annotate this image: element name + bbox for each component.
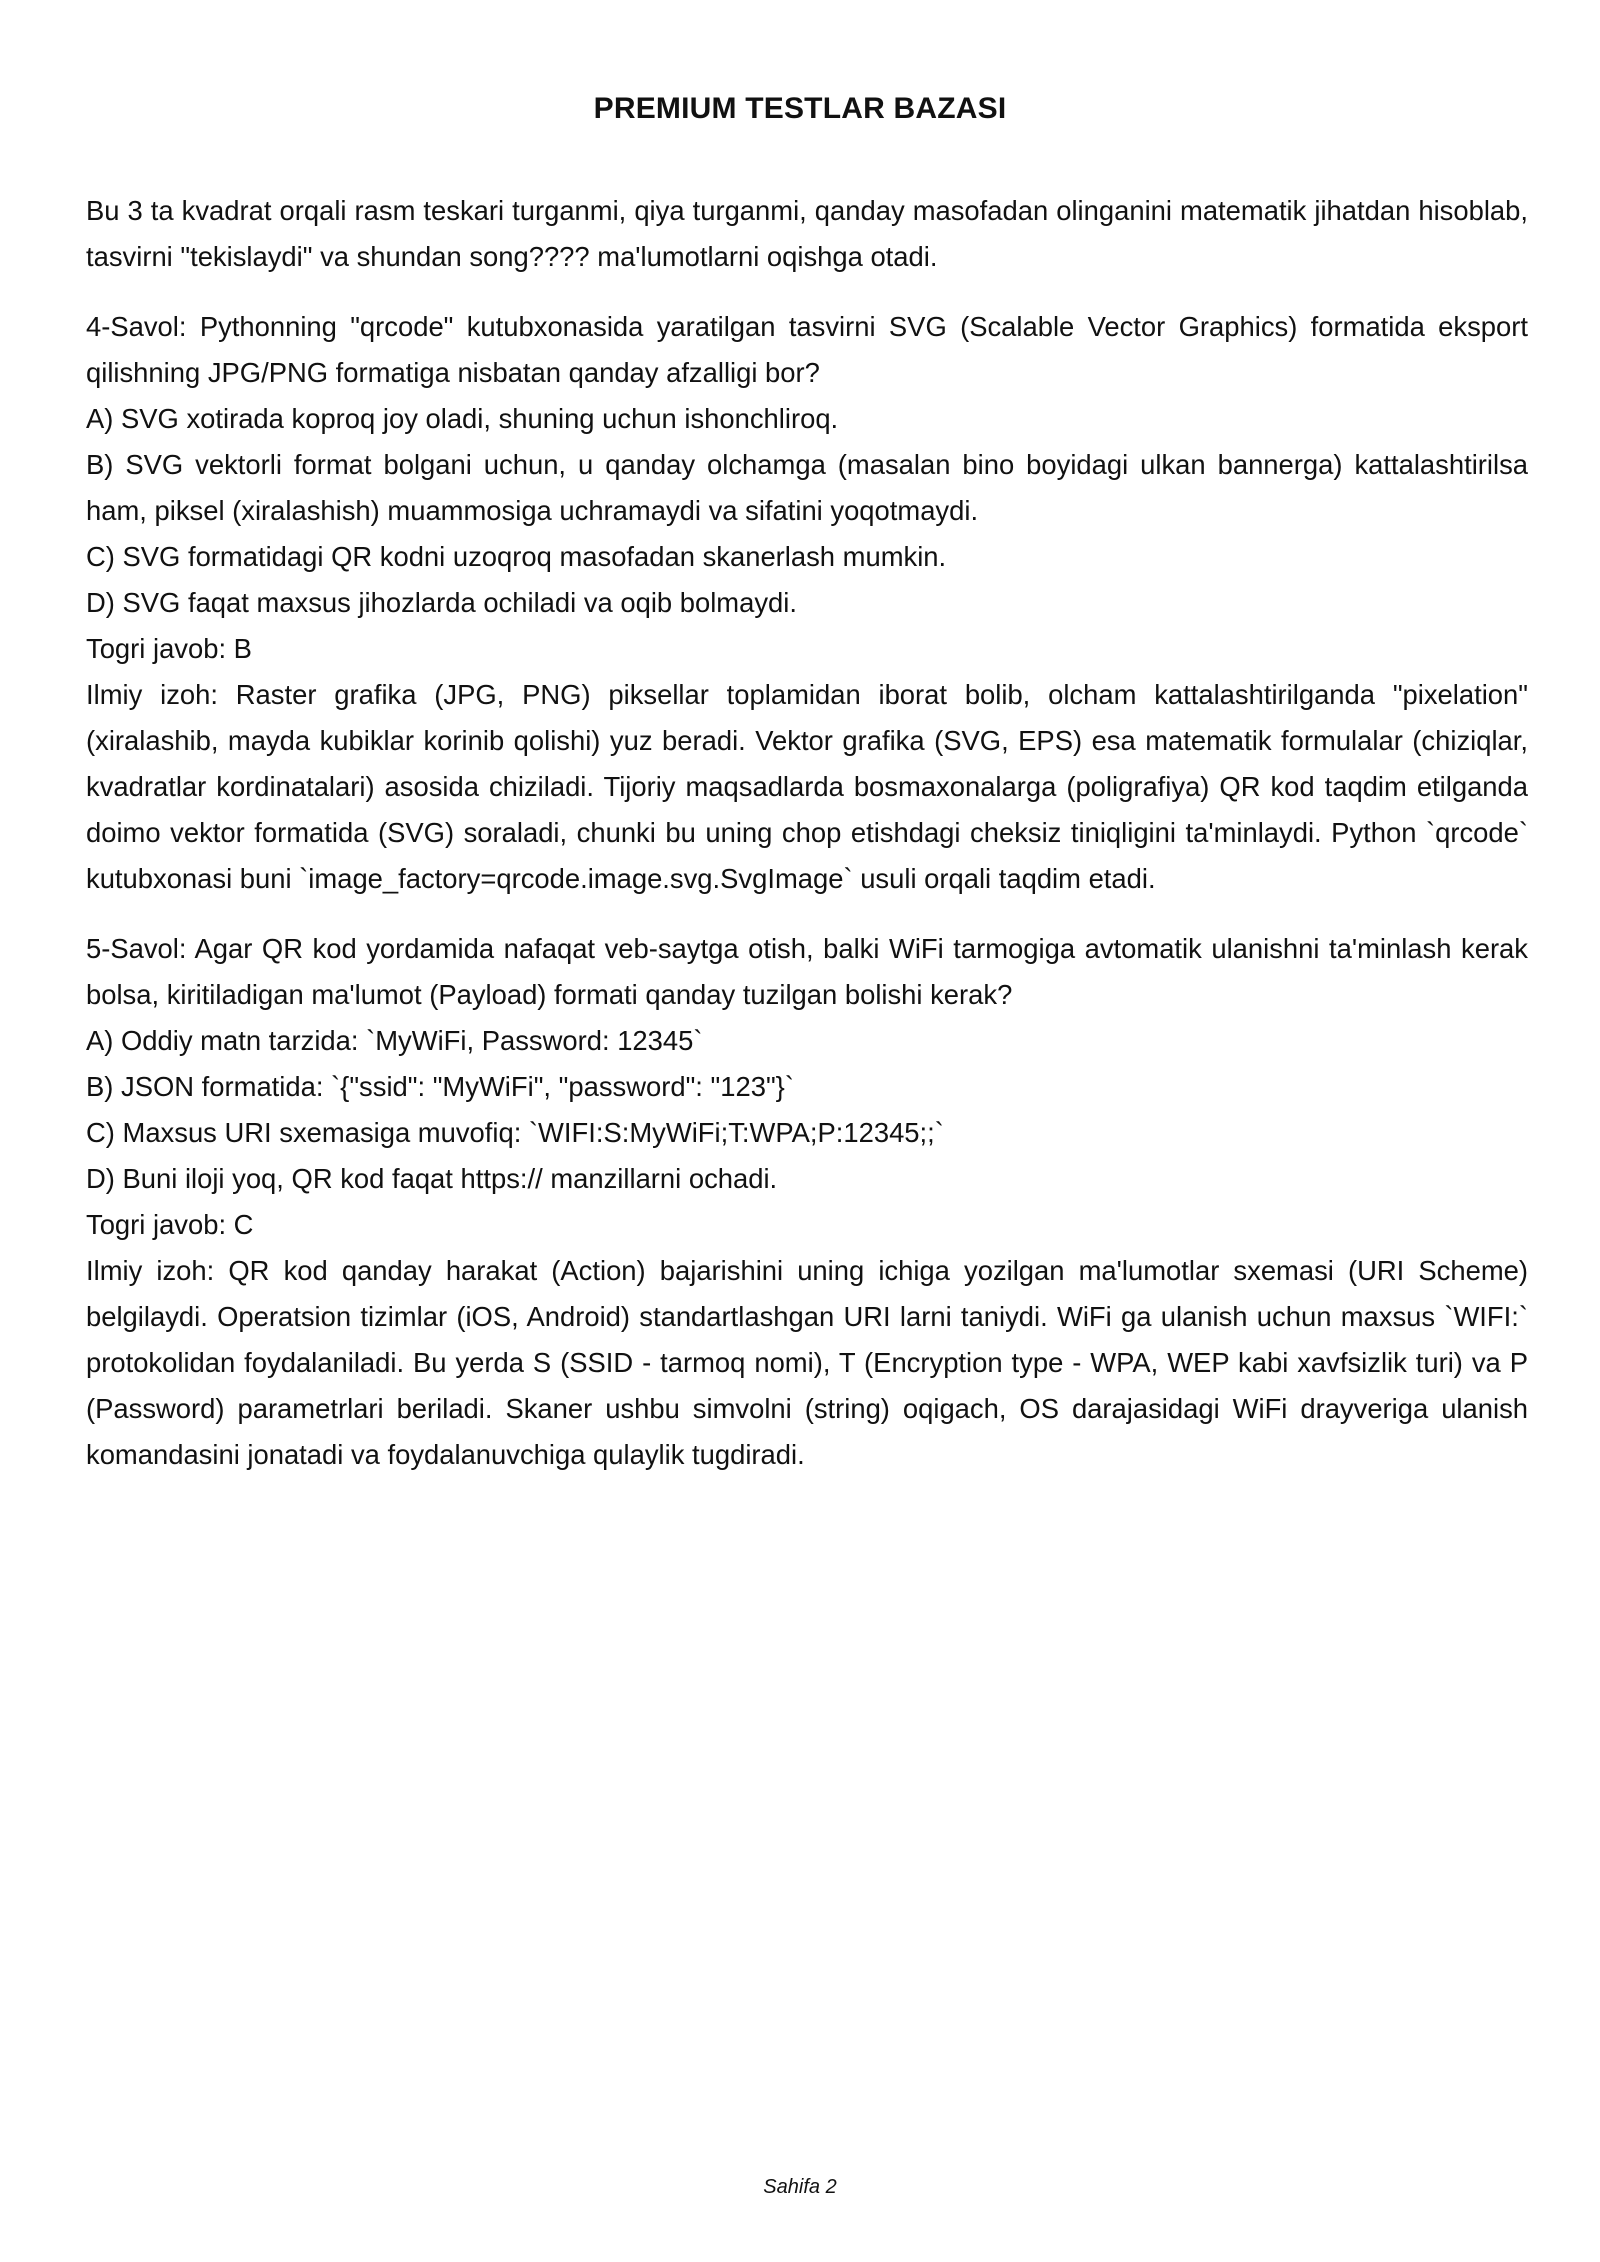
option-c: C) SVG formatidagi QR kodni uzoqroq masofadan skanerlash mumkin. bbox=[86, 541, 947, 572]
question-block-4 bbox=[86, 304, 1528, 902]
document-body bbox=[86, 188, 1528, 1502]
page-title: PREMIUM TESTLAR BAZASI bbox=[593, 92, 1007, 125]
option-a: A) SVG xotirada koproq joy oladi, shuning uchun ishonchliroq. bbox=[86, 403, 839, 434]
intro-paragraph: Bu 3 ta kvadrat orqali rasm teskari turganmi, qiya turganmi, qanday masofadan olinganini matematik jihatdan hisoblab, tasvirni "tekislaydi" va shundan song???? ma'lumotlarni oqishga otadi. bbox=[86, 195, 1528, 272]
question-text: 4-Savol: Pythonning "qrcode" kutubxonasida yaratilgan tasvirni SVG (Scalable Vector Graphics) formatida eksport qilishning JPG/PNG formatiga nisbatan qanday afzalligi bor? bbox=[86, 311, 1528, 388]
option-a: A) Oddiy matn tarzida: `MyWiFi, Password: 12345` bbox=[86, 1025, 703, 1056]
option-b: B) SVG vektorli format bolgani uchun, u qanday olchamga (masalan bino boyidagi ulkan bannerga) kattalashtirilsa ham, piksel (xiralashish) muammosiga uchramaydi va sifatini yoqotmaydi. bbox=[86, 449, 1528, 526]
correct-answer: Togri javob: B bbox=[86, 633, 252, 664]
option-d: D) SVG faqat maxsus jihozlarda ochiladi va oqib bolmaydi. bbox=[86, 587, 797, 618]
page-footer: Sahifa 2 bbox=[763, 2176, 837, 2198]
question-text: 5-Savol: Agar QR kod yordamida nafaqat veb-saytga otish, balki WiFi tarmogiga avtomatik ulanishni ta'minlash kerak bolsa, kiritiladigan ma'lumot (Payload) formati qanday tuzilgan bolishi kerak? bbox=[86, 933, 1528, 1010]
question-block-5 bbox=[86, 926, 1528, 1478]
option-d: D) Buni iloji yoq, QR kod faqat https:// manzillarni ochadi. bbox=[86, 1163, 778, 1194]
correct-answer: Togri javob: C bbox=[86, 1209, 254, 1240]
option-c: C) Maxsus URI sxemasiga muvofiq: `WIFI:S:MyWiFi;T:WPA;P:12345;;` bbox=[86, 1117, 944, 1148]
explanation-text: Ilmiy izoh: QR kod qanday harakat (Action) bajarishini uning ichiga yozilgan ma'lumotlar sxemasi (URI Scheme) belgilaydi. Operatsion tizimlar (iOS, Android) standartlashgan URI larni taniydi. WiFi ga ulanish uchun maxsus `WIFI:` protokolidan foydalaniladi. Bu yerda S (SSID - tarmoq nomi), T (Encryption type - WPA, WEP kabi xavfsizlik turi) va P (Password) parametrlari beriladi. Skaner ushbu simvolni (string) oqigach, OS darajasidagi WiFi drayveriga ulanish komandasini jonatadi va foydalanuvchiga qulaylik tugdiradi. bbox=[86, 1255, 1528, 1470]
explanation-text: Ilmiy izoh: Raster grafika (JPG, PNG) piksellar toplamidan iborat bolib, olcham kattalashtirilganda "pixelation" (xiralashib, mayda kubiklar korinib qolishi) yuz beradi. Vektor grafika (SVG, EPS) esa matematik formulalar (chiziqlar, kvadratlar kordinatalari) asosida chiziladi. Tijoriy maqsadlarda bosmaxonalarga (poligrafiya) QR kod taqdim etilganda doimo vektor formatida (SVG) soraladi, chunki bu uning chop etishdagi cheksiz tiniqligini ta'minlaydi. Python `qrcode` kutubxonasi buni `image_factory=qrcode.image.svg.SvgImage` usuli orqali taqdim etadi. bbox=[86, 679, 1528, 894]
option-b: B) JSON formatida: `{"ssid": "MyWiFi", "password": "123"}` bbox=[86, 1071, 794, 1102]
